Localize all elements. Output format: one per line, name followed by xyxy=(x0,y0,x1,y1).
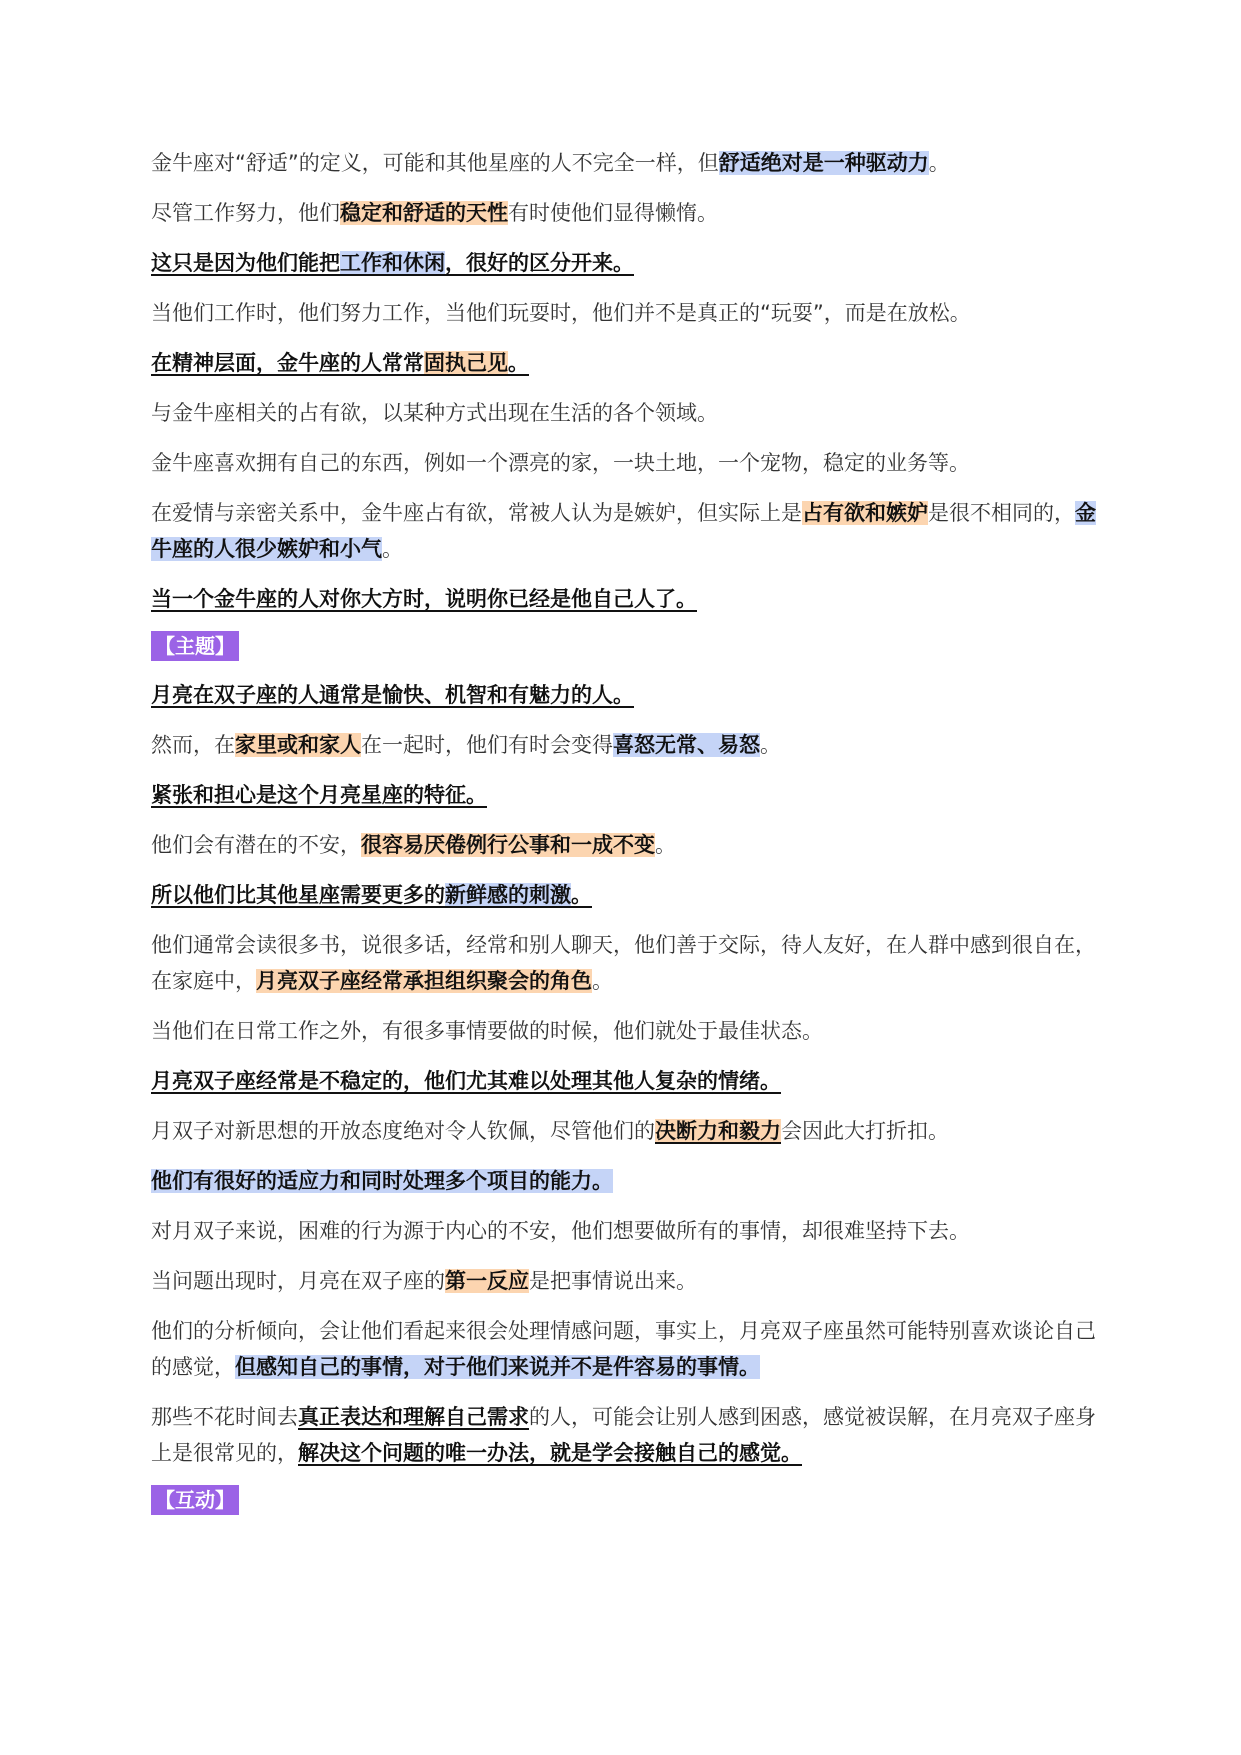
text-segment: 当一个金牛座的人对你大方时，说明你已经是他自己人了。 xyxy=(151,587,697,611)
paragraph xyxy=(151,1263,1101,1299)
document-body xyxy=(151,145,1101,1531)
text-segment: 。 xyxy=(655,833,676,857)
text-segment: ，很好的区分开来。 xyxy=(445,251,634,275)
highlighted-text: 固执己见 xyxy=(424,351,508,375)
text-segment: 。 xyxy=(508,351,529,375)
highlighted-text: 月亮双子座经常承担组织聚会的角色 xyxy=(256,969,592,993)
text-segment: 尽管工作努力，他们 xyxy=(151,201,340,225)
paragraph xyxy=(151,1399,1101,1471)
highlighted-text: 占有欲和嫉妒 xyxy=(802,501,928,525)
highlighted-text: 家里或和家人 xyxy=(235,733,361,757)
highlighted-text: 第一反应 xyxy=(445,1269,529,1293)
text-segment: 在一起时，他们有时会变得 xyxy=(361,733,613,757)
text-segment: 当他们在日常工作之外，有很多事情要做的时候，他们就处于最佳状态。 xyxy=(151,1019,823,1043)
paragraph xyxy=(151,1113,1101,1149)
text-segment: 当问题出现时，月亮在双子座的 xyxy=(151,1269,445,1293)
text-segment: 。 xyxy=(760,733,781,757)
paragraph xyxy=(151,1013,1101,1049)
paragraph xyxy=(151,145,1101,181)
highlighted-text: 金牛座的人很少嫉妒和小气 xyxy=(151,501,1096,561)
highlighted-text: 舒适绝对是一种驱动力 xyxy=(718,151,929,175)
text-segment: 紧张和担心是这个月亮星座的特征。 xyxy=(151,783,487,807)
text-segment: 月双子对新思想的开放态度绝对令人钦佩，尽管他们的 xyxy=(151,1119,655,1143)
highlighted-text: 很容易厌倦例行公事和一成不变 xyxy=(361,833,655,857)
text-segment: 在精神层面，金牛座的人常常 xyxy=(151,351,424,375)
paragraph xyxy=(151,777,1101,813)
highlighted-text: 决断力和毅力 xyxy=(655,1119,781,1143)
text-segment: 与金牛座相关的占有欲，以某种方式出现在生活的各个领域。 xyxy=(151,401,718,425)
section-tag: 【主题】 xyxy=(151,631,239,661)
paragraph xyxy=(151,727,1101,763)
text-segment: 对月双子来说，困难的行为源于内心的不安，他们想要做所有的事情，却很难坚持下去。 xyxy=(151,1219,970,1243)
text-segment: 。 xyxy=(928,151,950,175)
paragraph xyxy=(151,581,1101,617)
text-segment: 。 xyxy=(571,883,592,907)
paragraph xyxy=(151,827,1101,863)
text-segment: 然而，在 xyxy=(151,733,235,757)
highlighted-text: 喜怒无常、易怒 xyxy=(613,733,760,757)
paragraph xyxy=(151,445,1101,481)
paragraph xyxy=(151,495,1101,567)
text-segment: 那些不花时间去 xyxy=(151,1405,298,1429)
paragraph xyxy=(151,295,1101,331)
paragraph xyxy=(151,195,1101,231)
text-segment: 解决这个问题的唯一办法，就是学会接触自己的感觉。 xyxy=(298,1441,802,1465)
highlighted-text: 工作和休闲 xyxy=(340,251,445,275)
highlighted-text: 新鲜感的刺激 xyxy=(445,883,571,907)
text-segment: 。 xyxy=(592,969,613,993)
paragraph xyxy=(151,1213,1101,1249)
text-segment: 真正表达和理解自己需求 xyxy=(298,1405,529,1429)
text-segment: 金牛座喜欢拥有自己的东西，例如一个漂亮的家，一块土地，一个宠物，稳定的业务等。 xyxy=(151,451,970,475)
paragraph xyxy=(151,245,1101,281)
paragraph xyxy=(151,877,1101,913)
highlighted-text: 稳定和舒适的天性 xyxy=(340,201,508,225)
text-segment: 月亮双子座经常是不稳定的，他们尤其难以处理其他人复杂的情绪。 xyxy=(151,1069,781,1093)
text-segment: 是很不相同的， xyxy=(928,501,1075,525)
highlighted-text: 但感知自己的事情，对于他们来说并不是件容易的事情。 xyxy=(235,1355,760,1379)
paragraph xyxy=(151,345,1101,381)
text-segment: 当他们工作时，他们努力工作，当他们玩耍时，他们并不是真正的“玩耍”，而是在放松。 xyxy=(151,301,971,325)
text-segment: 在爱情与亲密关系中，金牛座占有欲，常被人认为是嫉妒，但实际上是 xyxy=(151,501,802,525)
text-segment: 的人，可能会让别人感到困惑，感觉被误解，在月亮双子座身上是很常见的， xyxy=(151,1405,1096,1465)
text-segment: 他们的分析倾向，会让他们看起来很会处理情感问题，事实上，月亮双子座虽然可能特别喜欢谈论自己的感觉， xyxy=(151,1319,1096,1379)
highlighted-text: 他们有很好的适应力和同时处理多个项目的能力。 xyxy=(151,1169,613,1193)
text-segment: 会因此大打折扣。 xyxy=(781,1119,949,1143)
paragraph xyxy=(151,1163,1101,1199)
text-segment: 他们通常会读很多书，说很多话，经常和别人聊天，他们善于交际，待人友好，在人群中感到很自在，在家庭中， xyxy=(151,933,1096,993)
paragraph xyxy=(151,395,1101,431)
text-segment: 月亮在双子座的人通常是愉快、机智和有魅力的人。 xyxy=(151,683,634,707)
text-segment: 这只是因为他们能把 xyxy=(151,251,340,275)
text-segment: 所以他们比其他星座需要更多的 xyxy=(151,883,445,907)
text-segment: 有时使他们显得懒惰。 xyxy=(508,201,718,225)
paragraph xyxy=(151,677,1101,713)
paragraph xyxy=(151,1313,1101,1385)
text-segment: 。 xyxy=(382,537,403,561)
paragraph xyxy=(151,927,1101,999)
text-segment: 金牛座对“舒适”的定义，可能和其他星座的人不完全一样，但 xyxy=(151,151,719,175)
text-segment: 他们会有潜在的不安， xyxy=(151,833,361,857)
section-tag: 【互动】 xyxy=(151,1485,239,1515)
text-segment: 是把事情说出来。 xyxy=(529,1269,697,1293)
paragraph xyxy=(151,1063,1101,1099)
